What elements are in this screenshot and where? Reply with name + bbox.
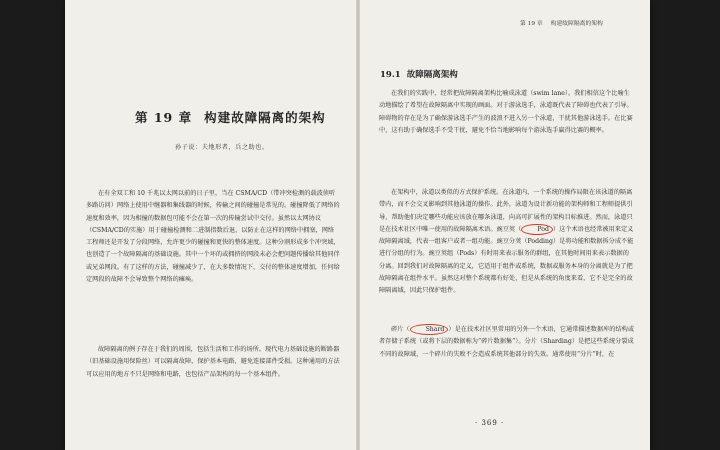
running-head-number: 第 19 章 xyxy=(520,21,543,27)
paragraph-text: 在架构中，泳道以类似的方式保护系统。在泳道内，一个系统的操作局限在该泳道的隔离带内，而不会交叉影响到其他泳道的操作。此外，泳道为设计新功能的架构师和工程师提供引导，帮助他们决定哪些功能应该放在哪条泳道，向高可扩展性的架构目标推进。然而，泳道只是在技术社区中唯一使用的故障隔离术语。豌豆荚（ xyxy=(379,189,633,233)
book-spread xyxy=(65,0,650,450)
right-body-paragraph-1 xyxy=(379,88,635,137)
left-page xyxy=(65,0,356,450)
epigraph: 孙子说：夫地形者，兵之助也。 xyxy=(175,144,269,151)
paragraph: 在我们的实践中，经常把故障隔离架构比喻成泳道（swim lane）。我们相信这个比喻生动地描绘了希望在故障隔离中实现的画面。对于游泳选手，泳道既代表了障碍也代表了引导。障碍物的存在是为了确保游泳选手产生的波浪不进入另一个泳道，干扰其他游泳选手。在比赛中，这有助于确保选手不受干扰，避免不恰当地影响每个游泳选手赢得比赛的概率。 xyxy=(379,90,633,134)
paragraph: 在有全双工和 10 千兆以太网以前的日子里，当在 CSMA/CD（带冲突检测的载波侦听多路访问）网络上使用中继器和集线器的时候，传输之间的碰撞是常见的。碰撞降低了网络的速度和效率，因为相撞的数据包可能不会在第一次的传输尝试中交付。虽然以太网协议（CSMA/CD的实施）用于碰撞检测和二进制指数后退，以防止在这样的网络中拥塞，网络工程师还是开发了分段网络，允许更少的碰撞和更快的整体速度。这种分割形成多个冲突域，也创造了一个故障隔离的基础设施。其中一个坏的或拥挤的网段未必会把问题传播给其他同伴或兄弟网段。有了这样的方法，碰撞减少了，在大多数情况下，交付的整体速度增加，任何给定网段的故障不会导致整个网络的瘫痪。 xyxy=(86,190,340,284)
paragraph xyxy=(379,324,635,361)
left-body-paragraph-2 xyxy=(86,344,340,381)
section-title xyxy=(380,68,458,80)
running-head xyxy=(520,18,603,27)
paragraph-text: ）是在技术社区里常用的另外一个术语，它通常描述数据库的结构或者存储子系统（或将下层的数据称为“碎片数据集”）。分片（Sharding）是把这些系统分裂成不同的故障域，一个碎片的失败不会造成系统其他部分的失效。通常使用“分片”时，在 xyxy=(379,326,635,358)
right-page xyxy=(360,0,650,450)
page-number: · 369 · xyxy=(475,419,505,427)
running-head-title: 构建故障隔离的架构 xyxy=(550,21,603,27)
section-number: 19.1 xyxy=(380,70,401,80)
paragraph xyxy=(379,187,635,298)
right-body-paragraph-3 xyxy=(379,324,635,361)
section-name: 故障隔离架构 xyxy=(406,70,458,80)
pod-highlight-circle: Pod xyxy=(521,224,553,235)
chapter-name: 构建故障隔离的架构 xyxy=(204,110,326,125)
shard-highlight-circle: Shard xyxy=(410,324,449,335)
paragraph-text: 碎片（ xyxy=(391,326,410,333)
paragraph: 故障隔离的例子存在于我们的周围，包括生活和工作的场所。现代电力基础设施的断路器（旧基础设施用保险丝）可以隔离故障，保护基本电路，避免连接部件受损。这种通用的方法可以应用的地方不只是网络和电路，也包括产品架构的每一个基本组件。 xyxy=(86,346,340,378)
paragraph-text: ）这个术语也经常被用来定义故障隔离域，代表一组客户或者一组功能。豌豆分荚（Podding）是将功能和数据拆分成不能进行分组的行为。豌豆荚组（Pods）有时用来表示服务的群组，在其他时间用来表示数据的分离。回到我们对故障隔离的定义，它适用于组件或系统，数据或服务本身的分离就是为了把故障隔离在组件水平。虽然这对整个系统都有好处，但是从系统的角度来看，它不是完全的故障隔离域，因此只保护组件。 xyxy=(379,225,634,295)
chapter-number: 第 19 章 xyxy=(135,110,193,125)
left-body-paragraph-1 xyxy=(86,188,340,286)
right-body-paragraph-2 xyxy=(379,187,635,298)
chapter-title xyxy=(135,108,326,126)
